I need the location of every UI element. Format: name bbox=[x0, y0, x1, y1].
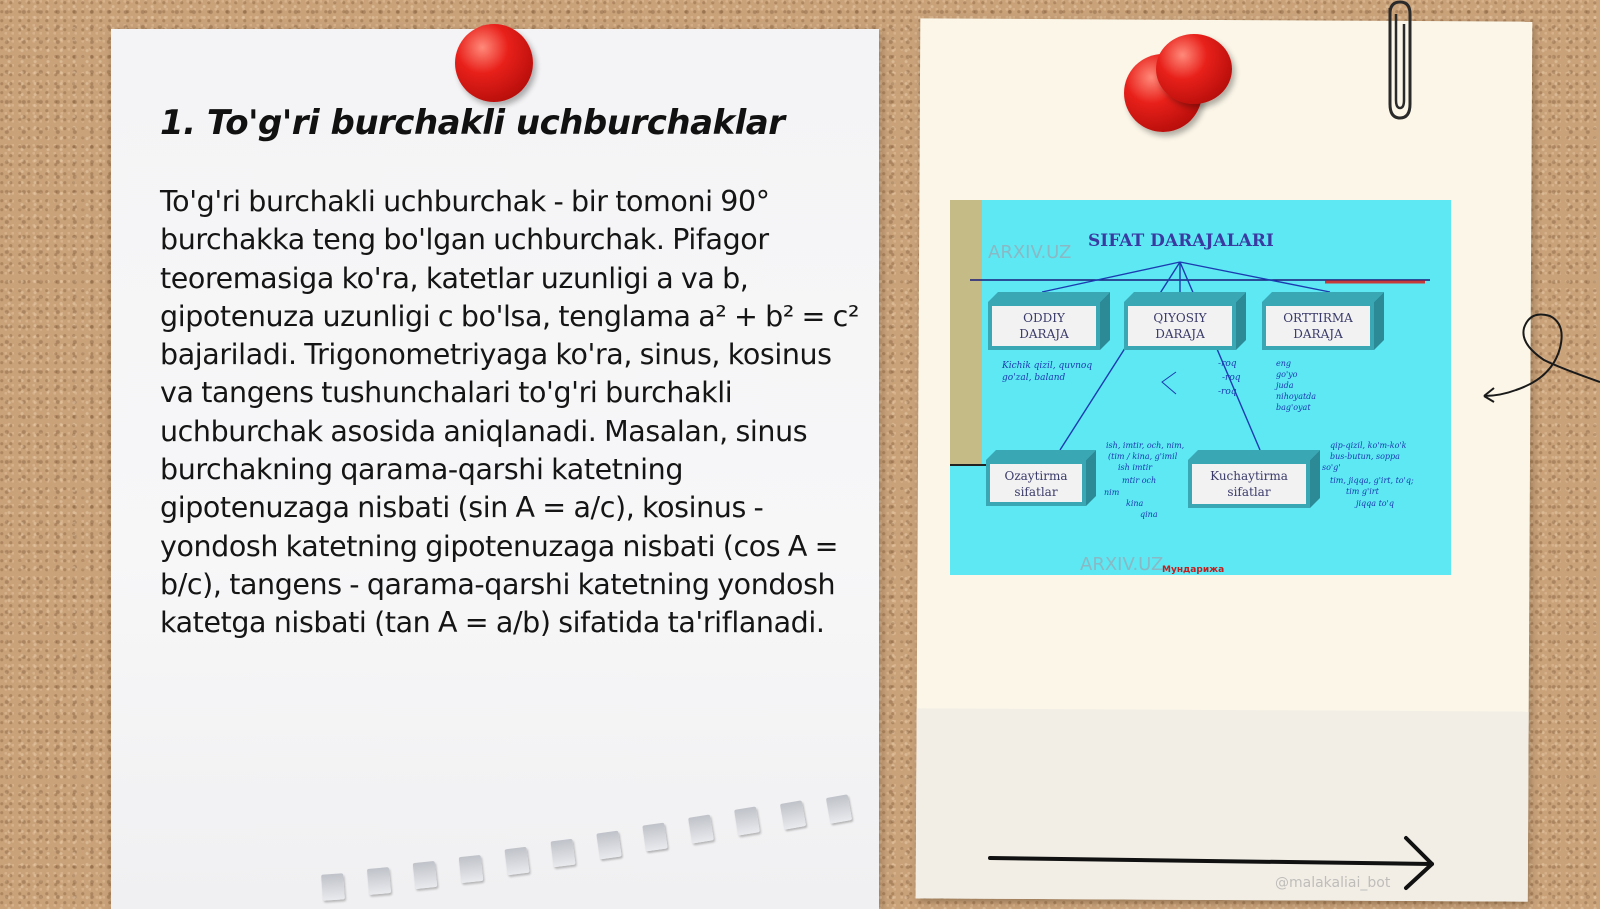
svg-text:sifatlar: sifatlar bbox=[1227, 485, 1271, 499]
note-orttirma bbox=[1274, 359, 1316, 412]
svg-text:tim, jiqqa, g'irt, to'q;: tim, jiqqa, g'irt, to'q; bbox=[1330, 476, 1414, 485]
svg-text:jiqqa to'q: jiqqa to'q bbox=[1356, 499, 1394, 508]
diagram-watermark: ARXIV.UZ bbox=[988, 242, 1072, 263]
footer-watermark: @malakaliai_bot bbox=[1275, 875, 1391, 891]
svg-text:Ozaytirma: Ozaytirma bbox=[1004, 469, 1068, 483]
box-oddiy bbox=[988, 292, 1110, 350]
svg-text:bag'oyat: bag'oyat bbox=[1276, 403, 1311, 412]
scribble-arrow-icon bbox=[1480, 300, 1600, 410]
qiyosiy-bracket bbox=[1162, 372, 1176, 394]
note-oddiy bbox=[1001, 361, 1092, 383]
svg-text:DARAJA: DARAJA bbox=[1019, 327, 1069, 341]
diagram-connectors bbox=[1042, 262, 1330, 450]
svg-text:qina: qina bbox=[1140, 510, 1158, 519]
svg-text:tim g'irt: tim g'irt bbox=[1346, 487, 1379, 496]
svg-text:ODDIY: ODDIY bbox=[1023, 311, 1065, 325]
diagram-watermark-bottom: ARXIV.UZ bbox=[1080, 554, 1164, 575]
svg-text:sifatlar: sifatlar bbox=[1014, 485, 1058, 499]
box-kuchaytirma bbox=[1188, 450, 1320, 508]
svg-text:Kichik qizil, quvnoq: Kichik qizil, quvnoq bbox=[1002, 361, 1093, 371]
svg-text:juda: juda bbox=[1276, 381, 1294, 390]
svg-text:nim: nim bbox=[1104, 488, 1120, 497]
svg-text:-roq: -roq bbox=[1218, 359, 1237, 369]
box-orttirma bbox=[1262, 292, 1384, 350]
sifat-darajalari-diagram bbox=[950, 200, 1451, 575]
svg-text:Kuchaytirma: Kuchaytirma bbox=[1210, 469, 1288, 483]
note-title: 1. To'g'ri burchakli uchburchaklar bbox=[160, 103, 785, 143]
svg-text:so'g': so'g' bbox=[1322, 463, 1341, 472]
svg-text:kina: kina bbox=[1126, 499, 1144, 508]
svg-text:-roq: -roq bbox=[1218, 387, 1237, 397]
svg-text:nihoyatda: nihoyatda bbox=[1276, 392, 1317, 401]
diagram-title: SIFAT DARAJALARI bbox=[1088, 231, 1274, 251]
pushpin-icon bbox=[455, 24, 533, 102]
svg-text:ORTTIRMA: ORTTIRMA bbox=[1283, 311, 1353, 325]
note-kuchaytirma bbox=[1322, 441, 1414, 508]
diagram-footer: Мундарижа bbox=[1162, 565, 1225, 575]
note-ozaytirma bbox=[1104, 441, 1184, 519]
svg-text:bus-butun, soppa: bus-butun, soppa bbox=[1330, 452, 1400, 461]
svg-text:eng: eng bbox=[1276, 359, 1292, 368]
svg-text:ish imtir: ish imtir bbox=[1118, 463, 1153, 472]
pushpin-icon bbox=[1156, 34, 1232, 104]
svg-text:mtir och: mtir och bbox=[1122, 476, 1157, 485]
paperclip-icon bbox=[1376, 0, 1420, 125]
svg-text:go'yo: go'yo bbox=[1276, 370, 1298, 379]
diagram-left-strip bbox=[950, 200, 982, 465]
svg-text:qip-qizil, ko'm-ko'k: qip-qizil, ko'm-ko'k bbox=[1330, 441, 1407, 450]
svg-text:QIYOSIY: QIYOSIY bbox=[1153, 311, 1207, 325]
torn-paper-tabs bbox=[300, 790, 900, 900]
note-body: To'g'ri burchakli uchburchak - bir tomoni 90° burchakka teng bo'lgan uchburchak. Pifagor teoremasiga ko'ra, katetlar uzunligi a va b, gipotenuza uzunligi c bo'lsa, tenglama a² + b² = c² bajariladi. Trigonometriyaga ko'ra, sinus, kosinus va tangens tushunchalari to'g'ri burchakli uchburchak asosida aniqlanadi. Masalan, sinus burchakning qarama-qarshi katetning gipotenuzaga nisbati (sin A = a/c), kosinus - yondosh katetning gipotenuzaga nisbati (cos A = b/c), tangens - qarama-qarshi katetning yondosh katetga nisbati (tan A = a/b) sifatida ta'riflanadi. bbox=[160, 185, 859, 640]
svg-text:(tim / kina, g'imil: (tim / kina, g'imil bbox=[1108, 452, 1178, 461]
svg-text:ish, imtir, och, nim,: ish, imtir, och, nim, bbox=[1106, 441, 1185, 450]
svg-text:-roq: -roq bbox=[1222, 373, 1241, 383]
note-qiyosiy bbox=[1218, 359, 1241, 397]
box-qiyosiy bbox=[1124, 292, 1246, 350]
svg-text:go'zal, baland: go'zal, baland bbox=[1002, 373, 1066, 383]
svg-text:DARAJA: DARAJA bbox=[1155, 327, 1205, 341]
svg-text:DARAJA: DARAJA bbox=[1293, 327, 1343, 341]
box-ozaytirma bbox=[986, 450, 1096, 506]
